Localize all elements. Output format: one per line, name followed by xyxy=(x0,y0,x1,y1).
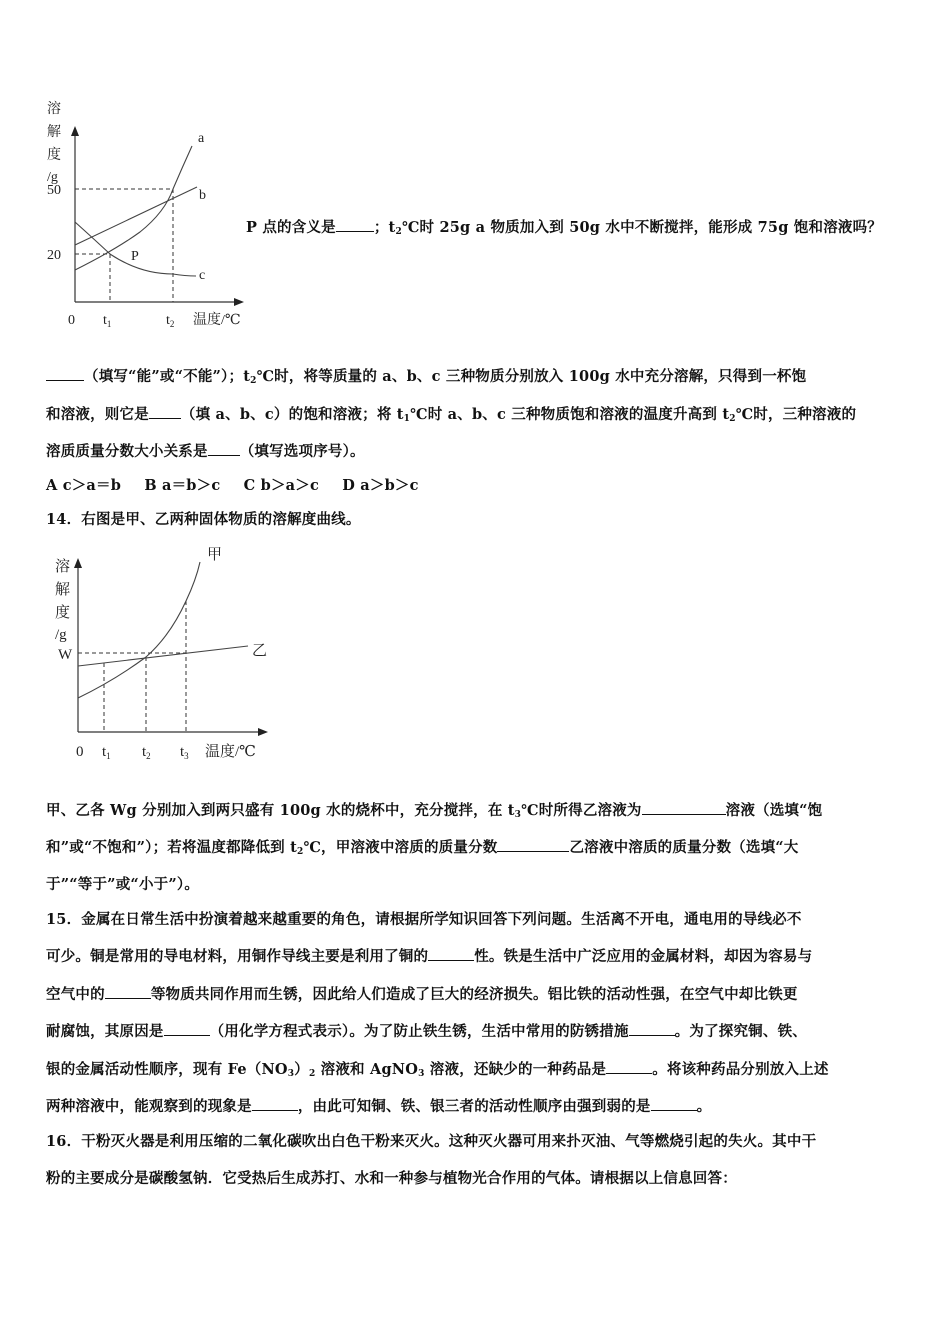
x-axis-label: 温度/℃ xyxy=(193,313,241,328)
answer-blank[interactable] xyxy=(208,441,240,456)
x-tick-t1: $t_1$ xyxy=(103,313,112,329)
q13-line-1: P 点的含义是 ；$t_2℃$时 25g a 物质加入到 50g 水中不断搅拌，能形成 75g 饱和溶液吗？ xyxy=(246,219,882,237)
x-tick-t2: $t_2$ xyxy=(166,313,175,329)
y-tick-50: 50 xyxy=(47,183,61,198)
answer-blank[interactable] xyxy=(629,1021,675,1036)
q15-line-3: 空气中的 等物质共同作用而生锈，因此给人们造成了巨大的经济损失。铝比铁的活动性强，在空气中却比铁更 xyxy=(46,986,798,1003)
q15-line-6: 两种溶液中，能观察到的现象是 ，由此可知铜、铁、银三者的活动性顺序由强到弱的是 。 xyxy=(46,1098,712,1115)
q13-line-4: 溶质质量分数大小关系是 （填写选项序号）。 xyxy=(46,443,365,460)
y-tick-w: W xyxy=(58,647,73,663)
answer-blank[interactable] xyxy=(428,946,474,961)
answer-blank[interactable] xyxy=(46,366,84,381)
x-axis-arrow-icon xyxy=(234,298,244,306)
point-label-p: P xyxy=(131,249,139,264)
solubility-chart-abc xyxy=(0,0,260,340)
option-c: C b＞a＞c xyxy=(243,477,319,494)
origin-label: 0 xyxy=(68,313,75,328)
answer-blank[interactable] xyxy=(105,984,151,999)
y-axis-arrow-icon xyxy=(74,558,82,568)
y-label-char: 溶 xyxy=(47,102,61,117)
q14-line-3: 于”“等于”或“小于”）。 xyxy=(46,876,200,893)
curve-label-c: c xyxy=(199,268,206,283)
y-label-char: /g xyxy=(55,627,67,643)
q13-options xyxy=(46,474,437,495)
y-label-char: 解 xyxy=(55,582,71,598)
q13-line-3: 和溶液，则它是 （填 a、b、c）的饱和溶液；将 $t_1℃$时 a、b、c 三种物质饱和溶液的温度升高到 $t_2℃$时，三种溶液的 xyxy=(46,406,857,424)
origin-label: 0 xyxy=(76,744,84,760)
q16-line-2: 粉的主要成分是碳酸氢钠．它受热后生成苏打、水和一种参与植物光合作用的气体。请根据以上信息回答： xyxy=(46,1170,737,1187)
x-axis-arrow-icon xyxy=(258,728,268,736)
answer-blank[interactable] xyxy=(336,217,374,232)
answer-blank[interactable] xyxy=(497,837,569,852)
curve-label-yi: 乙 xyxy=(252,643,268,659)
q15-line-1: 15．金属在日常生活中扮演着越来越重要的角色，请根据所学知识回答下列问题。生活离不开电，通电用的导线必不 xyxy=(46,911,802,928)
option-b: B a＝b＞c xyxy=(144,477,221,494)
q15-line-2: 可少。铜是常用的导电材料，用铜作导线主要是利用了铜的 性。铁是生活中广泛应用的金属材料，却因为容易与 xyxy=(46,948,813,965)
q13-line-2: （填写“能”或“不能”）；$t_2℃$时，将等质量的 a、b、c 三种物质分别放入 100g 水中充分溶解，只得到一杯饱 xyxy=(46,365,806,386)
option-d: D a＞b＞c xyxy=(342,477,419,494)
q16-line-1: 16．干粉灭火器是利用压缩的二氧化碳吹出白色干粉来灭火。这种灭火器可用来扑灭油、气等燃烧引起的失火。其中干 xyxy=(46,1133,817,1150)
y-label-char: 度 xyxy=(47,148,61,163)
x-axis-label: 温度/℃ xyxy=(205,744,256,760)
x-tick-t1: $t_1$ xyxy=(102,744,111,761)
answer-blank[interactable] xyxy=(651,1096,697,1111)
answer-blank[interactable] xyxy=(642,800,726,815)
solubility-chart-jia-yi xyxy=(0,530,290,770)
q14-title: 14．右图是甲、乙两种固体物质的溶解度曲线。 xyxy=(46,511,361,528)
x-tick-t3: $t_3$ xyxy=(180,744,189,761)
y-axis-arrow-icon xyxy=(71,126,79,136)
y-tick-20: 20 xyxy=(47,248,61,263)
q15-line-4: 耐腐蚀，其原因是 （用化学方程式表示）。为了防止铁生锈，生活中常用的防锈措施 。为了探究铜、铁、 xyxy=(46,1023,807,1040)
curve-b xyxy=(75,187,197,245)
curve-label-jia: 甲 xyxy=(207,547,223,563)
q14-line-1: 甲、乙各 Wg 分别加入到两只盛有 100g 水的烧杯中，充分搅拌，在 $t_3℃$时所得乙溶液为 溶液（选填“饱 xyxy=(46,802,823,820)
curve-jia xyxy=(78,562,200,698)
option-a: A c＞a＝b xyxy=(46,477,122,494)
y-label-char: /g xyxy=(47,170,58,185)
q15-line-5: 银的金属活动性顺序，现有 $Fe(NO_3)_2$ 溶液和 AgNO$_3$ 溶液，还缺少的一种药品是 。将该种药品分别放入上述 xyxy=(46,1061,829,1079)
y-label-char: 溶 xyxy=(55,559,71,575)
answer-blank[interactable] xyxy=(252,1096,298,1111)
answer-blank[interactable] xyxy=(149,404,181,419)
curve-label-b: b xyxy=(199,188,206,203)
answer-blank[interactable] xyxy=(164,1021,210,1036)
answer-blank[interactable] xyxy=(606,1059,652,1074)
y-label-char: 度 xyxy=(55,605,71,621)
x-tick-t2: $t_2$ xyxy=(142,744,151,761)
curve-label-a: a xyxy=(198,131,205,146)
curve-yi xyxy=(78,646,248,666)
y-label-char: 解 xyxy=(47,125,61,140)
q14-line-2: 和”或“不饱和”）；若将温度都降低到 $t_2℃$，甲溶液中溶质的质量分数 乙溶液中溶质的质量分数（选填“大 xyxy=(46,839,799,857)
